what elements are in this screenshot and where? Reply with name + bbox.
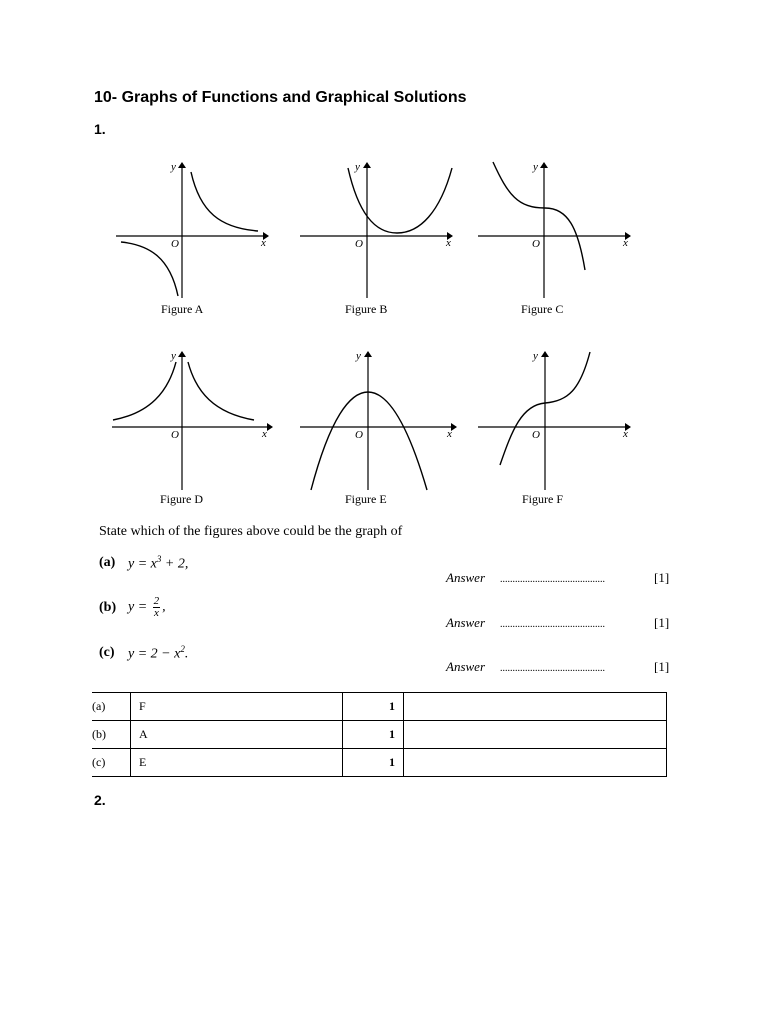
mark-part: (a) bbox=[92, 693, 131, 721]
figure-f-caption: Figure F bbox=[522, 492, 564, 506]
answer-dots: .......................................... bbox=[500, 663, 605, 674]
figure-b bbox=[300, 161, 452, 316]
figure-d-origin: O bbox=[171, 429, 179, 441]
mark-part: (c) bbox=[92, 749, 131, 777]
figure-d-y-label: y bbox=[171, 350, 176, 362]
answer-line-c[interactable] bbox=[446, 659, 669, 675]
figure-b-x-label: x bbox=[446, 237, 451, 249]
page-title: 10- Graphs of Functions and Graphical Solutions bbox=[94, 89, 467, 106]
question-part-b bbox=[99, 596, 166, 619]
mark-value: 1 bbox=[343, 749, 404, 777]
figure-f-x-label: x bbox=[623, 428, 628, 440]
figure-c-caption: Figure C bbox=[521, 302, 564, 316]
question-stem: State which of the figures above could be the graph of bbox=[99, 524, 403, 539]
figure-f bbox=[478, 350, 630, 506]
figure-a-caption: Figure A bbox=[161, 302, 204, 316]
part-a-label: (a) bbox=[99, 555, 116, 571]
mark-value: 1 bbox=[343, 721, 404, 749]
mark-answer: A bbox=[131, 721, 343, 749]
figure-c-y-label: y bbox=[533, 161, 538, 173]
figure-a bbox=[116, 161, 268, 316]
figure-e-origin: O bbox=[355, 429, 363, 441]
figure-c bbox=[478, 161, 630, 316]
figure-c-origin: O bbox=[532, 238, 540, 250]
table-row bbox=[92, 749, 667, 777]
figure-b-y-label: y bbox=[355, 161, 360, 173]
figure-d-x-label: x bbox=[262, 428, 267, 440]
part-b-label: (b) bbox=[99, 599, 117, 615]
answer-dots: .......................................... bbox=[500, 574, 605, 585]
question-part-c bbox=[99, 644, 188, 663]
mark-allocation: [1] bbox=[654, 659, 670, 674]
figure-a-origin: O bbox=[171, 238, 179, 250]
mark-scheme-table bbox=[92, 692, 667, 777]
figure-d-caption: Figure D bbox=[160, 492, 203, 506]
mark-allocation: [1] bbox=[654, 615, 670, 630]
question-1-number: 1. bbox=[94, 121, 106, 137]
mark-notes bbox=[404, 721, 667, 749]
figure-e-caption: Figure E bbox=[345, 492, 387, 506]
answer-dots: .......................................... bbox=[500, 619, 605, 630]
mark-notes bbox=[404, 693, 667, 721]
answer-line-a[interactable] bbox=[446, 570, 669, 586]
question-part-a bbox=[99, 554, 188, 573]
figure-a-x-label: x bbox=[261, 237, 266, 249]
table-row bbox=[92, 721, 667, 749]
figure-f-origin: O bbox=[532, 429, 540, 441]
mark-value: 1 bbox=[343, 693, 404, 721]
mark-notes bbox=[404, 749, 667, 777]
table-row bbox=[92, 693, 667, 721]
figure-e-y-label: y bbox=[356, 350, 361, 362]
figure-b-origin: O bbox=[355, 238, 363, 250]
mark-answer: F bbox=[131, 693, 343, 721]
part-c-equation: $y = 2 - x^2$. bbox=[128, 644, 189, 662]
answer-label: Answer bbox=[446, 659, 485, 674]
mark-part: (b) bbox=[92, 721, 131, 749]
figure-c-x-label: x bbox=[623, 237, 628, 249]
answer-line-b[interactable] bbox=[446, 615, 669, 631]
figure-f-y-label: y bbox=[533, 350, 538, 362]
figure-b-caption: Figure B bbox=[345, 302, 388, 316]
figure-d bbox=[112, 350, 272, 506]
mark-allocation: [1] bbox=[654, 570, 670, 585]
figure-e bbox=[300, 350, 456, 506]
answer-label: Answer bbox=[446, 570, 485, 585]
part-b-equation: y = $\frac{2}{x}$ , bbox=[128, 595, 166, 619]
mark-answer: E bbox=[131, 749, 343, 777]
answer-label: Answer bbox=[446, 615, 485, 630]
part-c-label: (c) bbox=[99, 645, 115, 661]
part-a-equation: $y = x^3 + 2$, bbox=[128, 554, 189, 572]
figure-e-x-label: x bbox=[447, 428, 452, 440]
figure-a-y-label: y bbox=[171, 161, 176, 173]
question-2-number: 2. bbox=[94, 792, 106, 808]
